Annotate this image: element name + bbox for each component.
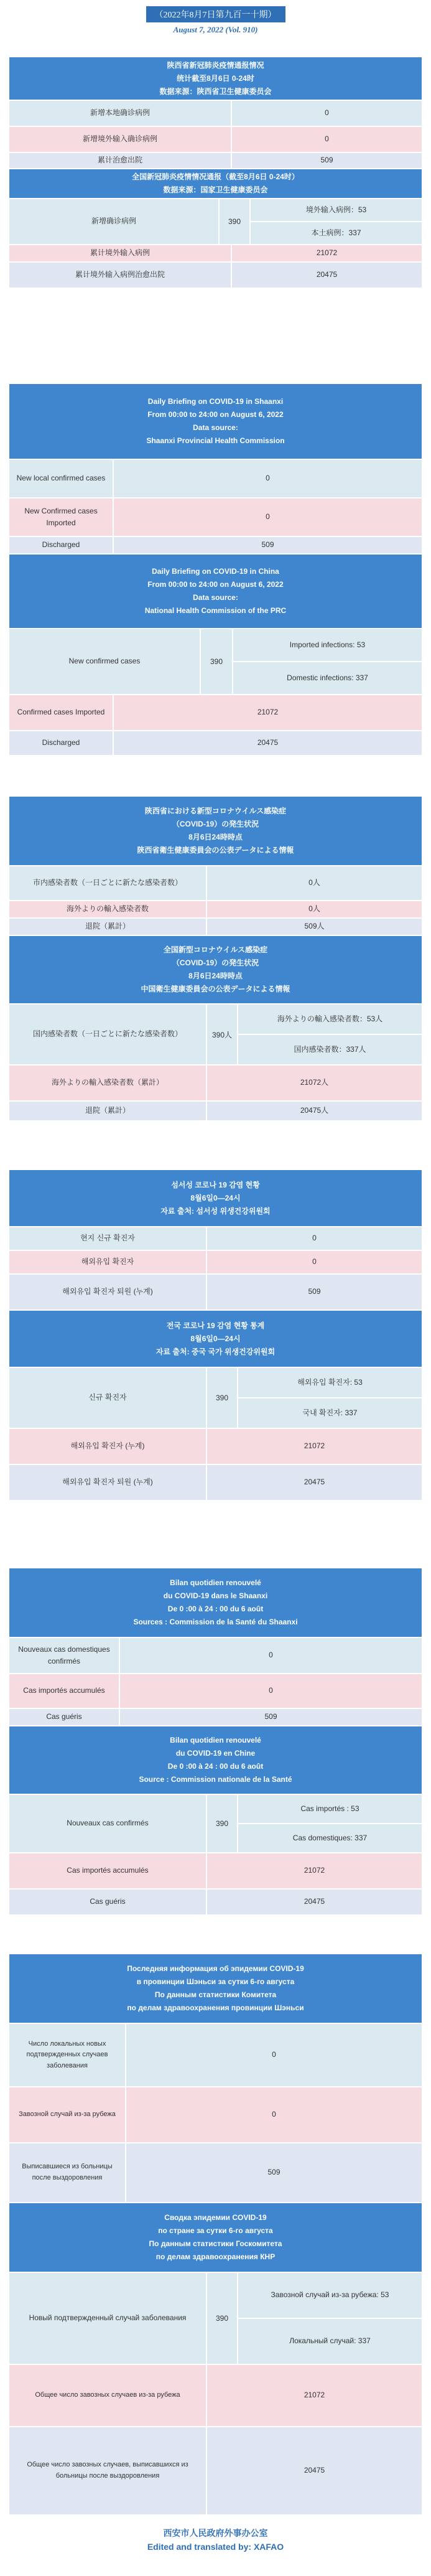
discharged-row: Discharged 509 <box>9 537 422 555</box>
section-russian <box>9 1954 422 2516</box>
shaanxi-header: Daily Briefing on COVID-19 in Shaanxi From 00:00 to 24:00 on August 6, 2022 Data source: Shaanxi Provincial Health Commission <box>9 384 422 460</box>
section-chinese <box>9 57 422 289</box>
footer-org: 西安市人民政府外事办公室 <box>163 2529 268 2539</box>
china-header: Daily Briefing on COVID-19 in China From 00:00 to 24:00 on August 6, 2022 Data source: National Health Commission of the PRC <box>9 555 422 629</box>
issue-header <box>0 0 431 35</box>
footer-credit: Edited and translated by: XAFAO <box>147 2542 284 2552</box>
new-imported-cases-row: New Confirmed cases Imported 0 <box>9 499 422 537</box>
cumulative-discharged-row: 累计境外输入病例治愈出院 20475 <box>9 263 422 289</box>
cumulative-imported-row: Общее число завозных случаев из-за рубежа 21072 <box>9 2365 422 2427</box>
section-korean <box>9 1170 422 1501</box>
new-local-cases-row: 市内感染者数（一日ごとに新たな感染者数） 0人 <box>9 866 422 901</box>
china-header: 全国新型コロナウイルス感染症 （COVID-19）の発生状況 8月6日24時時点 中国衛生健康委員会の公表データによる情報 <box>9 936 422 1005</box>
shaanxi-header: 陕西省新冠肺炎疫情通报情况 统计截至8月6日 0-24时 数据来源：陕西省卫生健康委员会 <box>9 57 422 101</box>
new-local-cases-row: Nouveaux cas domestiques confirmés 0 <box>9 1638 422 1674</box>
cumulative-imported-row: 海外よりの輸入感染者数（累計） 21072人 <box>9 1066 422 1102</box>
china-header: 전국 코로나 19 감염 현황 통계 8월6일0—24시 자료 출처: 중국 국가 위생건강위원회 <box>9 1311 422 1368</box>
new-local-cases-row: New local confirmed cases 0 <box>9 460 422 499</box>
new-confirmed-row: 신규 확진자 390 해외유입 확진자: 53 국내 확진자: 337 <box>9 1368 422 1429</box>
cumulative-imported-row: 해외유입 확진자 (누계) 21072 <box>9 1429 422 1465</box>
cumulative-discharged-row: Общее число завозных случаев, выписавшихся из больницы после выздоровления 20475 <box>9 2427 422 2516</box>
china-header: 全国新冠肺炎疫情情况通报（截至8月6日 0-24时） 数据来源：国家卫生健康委员会 <box>9 169 422 199</box>
new-confirmed-row: 国内感染者数（一日ごとに新たな感染者数） 390人 海外よりの輸入感染者数：53人 国内感染者数：337人 <box>9 1005 422 1066</box>
new-confirmed-row: New confirmed cases 390 Imported infections: 53 Domestic infections: 337 <box>9 629 422 695</box>
section-english <box>9 384 422 756</box>
discharged-row: 累计治愈出院 509 <box>9 153 422 169</box>
new-imported-cases-row: 海外よりの輸入感染者数 0人 <box>9 901 422 919</box>
new-imported-cases-row: 新增境外输入确诊病例 0 <box>9 127 422 153</box>
new-local-cases-row: 新增本地确诊病例 0 <box>9 101 422 127</box>
cumulative-imported-row: Confirmed cases Imported 21072 <box>9 695 422 731</box>
new-confirmed-row: 新增确诊病例 390 境外输入病例：53 本土病例：337 <box>9 199 422 245</box>
footer <box>0 2527 431 2552</box>
cumulative-discharged-row: 退院（累計） 20475人 <box>9 1102 422 1122</box>
new-local-cases-row: 현지 신규 확진자 0 <box>9 1227 422 1251</box>
section-french <box>9 1568 422 1916</box>
discharged-row: Cas guéris 509 <box>9 1709 422 1726</box>
cumulative-imported-row: Cas importés accumulés 21072 <box>9 1853 422 1890</box>
china-header: Сводка эпидемии COVID-19 по стране за сутки 6-го августа По данным статистики Госкомитета по делам здравоохранения КНР <box>9 2203 422 2273</box>
shaanxi-header: 陝西省における新型コロナウイルス感染症 （COVID-19）の発生状況 8月6日24時時点 陝西省衛生健康委員会の公表データによる情報 <box>9 797 422 866</box>
cumulative-discharged-row: Discharged 20475 <box>9 731 422 756</box>
discharged-row: 退院（累計） 509人 <box>9 919 422 936</box>
discharged-row: Выписавшиеся из больницы после выздоровления 509 <box>9 2143 422 2203</box>
new-imported-cases-row: 해외유입 확진자 0 <box>9 1251 422 1275</box>
cumulative-discharged-row: Cas guéris 20475 <box>9 1890 422 1916</box>
new-confirmed-row: Новый подтвержденный случай заболевания 390 Завозной случай из-за рубежа: 53 Локальный случай: 337 <box>9 2273 422 2365</box>
new-imported-cases-row: Cas importés accumulés 0 <box>9 1674 422 1709</box>
issue-title: （2022年8月7日第九百一十期） <box>146 6 285 22</box>
new-imported-cases-row: Завозной случай из-за рубежа 0 <box>9 2087 422 2143</box>
shaanxi-header: 섬서성 코로나 19 감염 현황 8월6일0—24시 자료 출처: 섬서성 위생건강위원회 <box>9 1170 422 1227</box>
new-local-cases-row: Число локальных новых подтвержденных случаев заболевания 0 <box>9 2024 422 2087</box>
issue-subtitle: August 7, 2022 (Vol. 910) <box>173 25 258 34</box>
new-confirmed-row: Nouveaux cas confirmés 390 Cas importés : 53 Cas domestiques: 337 <box>9 1795 422 1853</box>
section-japanese <box>9 797 422 1122</box>
cumulative-imported-row: 累计境外输入病例 21072 <box>9 245 422 263</box>
discharged-row: 해외유입 확진자 퇴원 (누계) 509 <box>9 1275 422 1311</box>
shaanxi-header: Последняя информация об эпидемии COVID-19 в провинции Шэньси за сутки 6-го августа По данным статистики Комитета по делам здравоохранения провинции Шэньси <box>9 1954 422 2024</box>
china-header: Bilan quotidien renouvelé du COVID-19 en Chine De 0 :00 à 24 : 00 du 6 août Source : Commission nationale de la Santé <box>9 1726 422 1795</box>
cumulative-discharged-row: 해외유입 확진자 퇴원 (누계) 20475 <box>9 1465 422 1501</box>
shaanxi-header: Bilan quotidien renouvelé du COVID-19 dans le Shaanxi De 0 :00 à 24 : 00 du 6 août Sources : Commission de la Santé du Shaanxi <box>9 1568 422 1638</box>
